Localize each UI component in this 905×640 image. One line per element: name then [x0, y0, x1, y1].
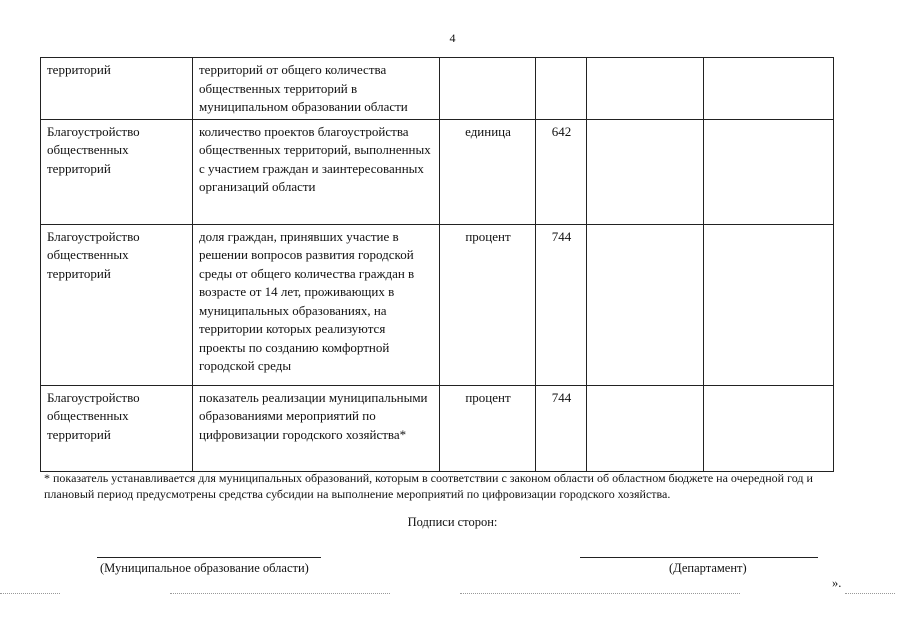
indicator-cell: показатель реализации муниципальными образованиями мероприятий по цифровизации городского хозяйства* — [193, 385, 440, 471]
footnote: * показатель устанавливается для муниципальных образований, которым в соответствии с законом области об областном бюджете на очередной год и плановый период предусмотрены средства субсидии на выполнение мероприятий по цифровизации городского хозяйства. — [44, 471, 813, 501]
code-cell: 744 — [536, 385, 587, 471]
value-a-cell — [587, 119, 704, 224]
value-b-cell — [704, 58, 834, 120]
unit-cell — [440, 58, 536, 120]
scan-artifact-dash — [460, 593, 740, 594]
left-signature-label: (Муниципальное образование области) — [100, 561, 309, 575]
closing-quote-mark: ». — [832, 576, 842, 590]
indicators-table — [40, 57, 834, 472]
direction-cell: территорий — [41, 58, 193, 120]
indicator-cell: территорий от общего количества общественных территорий в муниципальном образовании области — [193, 58, 440, 120]
unit-cell: процент — [440, 385, 536, 471]
code-cell — [536, 58, 587, 120]
page-number: 4 — [449, 31, 456, 45]
table-row — [41, 119, 834, 224]
table-row — [41, 224, 834, 385]
table-row — [41, 58, 834, 120]
value-a-cell — [587, 58, 704, 120]
table-row — [41, 385, 834, 471]
code-cell: 744 — [536, 224, 587, 385]
direction-cell: Благоустройство общественных территорий — [41, 385, 193, 471]
value-a-cell — [587, 385, 704, 471]
unit-cell: процент — [440, 224, 536, 385]
indicator-cell: количество проектов благоустройства общественных территорий, выполненных с участием граждан и заинтересованных организаций области — [193, 119, 440, 224]
code-cell: 642 — [536, 119, 587, 224]
indicator-cell: доля граждан, принявших участие в решении вопросов развития городской среды от общего количества граждан в возрасте от 14 лет, проживающих в муниципальных образованиях, на территории которых реализуются проекты по созданию комфортной городской среды — [193, 224, 440, 385]
unit-cell: единица — [440, 119, 536, 224]
direction-cell: Благоустройство общественных территорий — [41, 224, 193, 385]
value-b-cell — [704, 119, 834, 224]
right-signature-label: (Департамент) — [669, 561, 747, 575]
scan-artifact-dash — [170, 593, 390, 594]
scan-artifact-dash — [845, 593, 895, 594]
value-a-cell — [587, 224, 704, 385]
direction-cell: Благоустройство общественных территорий — [41, 119, 193, 224]
left-signature-line — [97, 557, 321, 558]
scan-artifact-dash — [0, 593, 60, 594]
value-b-cell — [704, 385, 834, 471]
value-b-cell — [704, 224, 834, 385]
signatures-title: Подписи сторон: — [407, 515, 498, 529]
right-signature-line — [580, 557, 818, 558]
